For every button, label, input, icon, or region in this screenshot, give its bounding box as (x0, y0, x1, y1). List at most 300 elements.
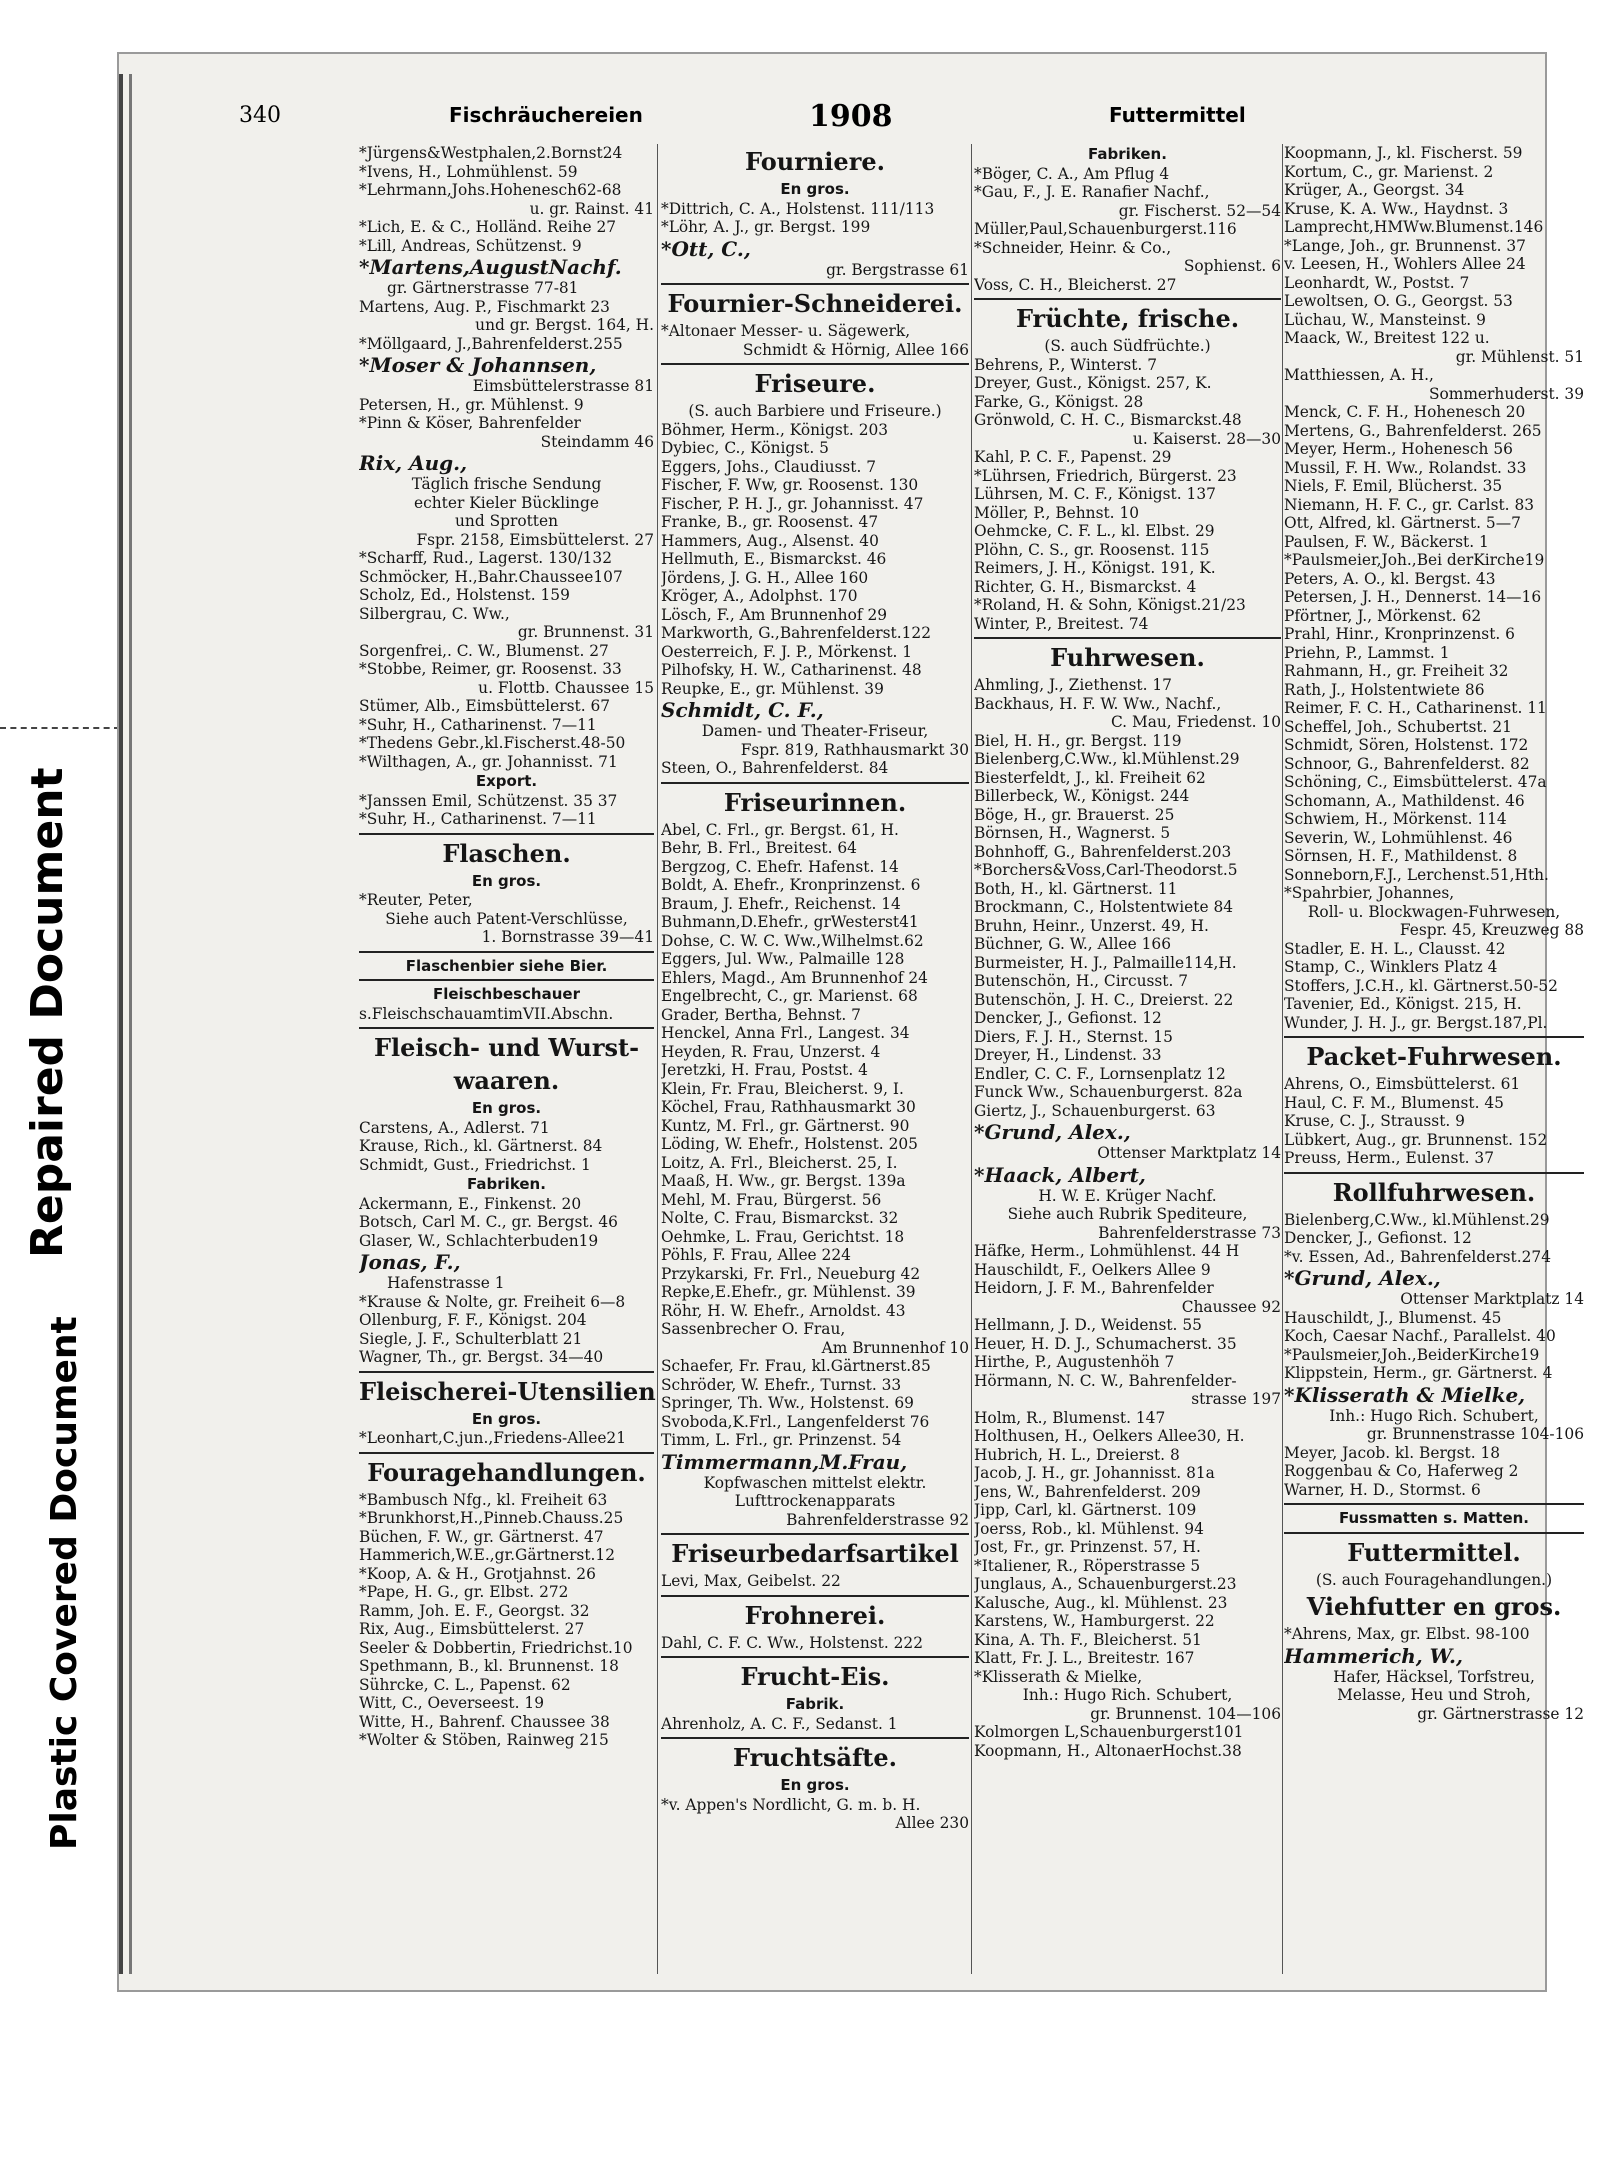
directory-entry: Reimer, F. C. H., Catharinenst. 11 (1284, 699, 1547, 717)
directory-entry: Timm, L. Frl., gr. Prinzenst. 54 (661, 1431, 902, 1449)
directory-entry: Wagner, Th., gr. Bergst. 34—40 (359, 1348, 604, 1366)
directory-entry: *Pinn & Köser, Bahrenfelder (359, 414, 581, 432)
directory-entry: Lührsen, M. C. F., Königst. 137 (974, 485, 1216, 503)
directory-entry: Paulsen, F. W., Bäckerst. 1 (1284, 532, 1489, 551)
directory-entry: Klippstein, Herm., gr. Gärtnerst. 4 (1284, 1364, 1553, 1382)
directory-entry: Rix, Aug., Eimsbüttelerst. 27 (359, 1620, 585, 1638)
subheading: En gros. (471, 871, 542, 890)
directory-entry: Börnsen, H., Wagnerst. 5 (974, 824, 1171, 842)
directory-entry: *Lich, E. & C., Holländ. Reihe 27 (359, 218, 617, 236)
subheading: Fabriken. (1088, 145, 1167, 163)
repair-boundary-line (0, 727, 120, 729)
entry-continuation: gr. Brunnenst. 104—106 (1090, 1704, 1281, 1723)
directory-entry: Dreyer, Gust., Königst. 257, K. (974, 374, 1212, 392)
subheading: Fabriken. (467, 1175, 546, 1193)
directory-entry: Lüchau, W., Mansteinst. 9 (1284, 310, 1486, 329)
directory-entry: Schwiem, H., Mörkenst. 114 (1284, 810, 1507, 828)
directory-entry: *Brunkhorst,H.,Pinneb.Chauss.25 (359, 1509, 624, 1527)
directory-entry: Bergzog, C. Ehefr. Hafenst. 14 (661, 857, 899, 876)
directory-entry: Koch, Caesar Nachf., Parallelst. 40 (1284, 1327, 1556, 1345)
directory-entry: Kuntz, M. Frl., gr. Gärtnerst. 90 (661, 1116, 910, 1135)
directory-entry: Junglaus, A., Schauenburgerst.23 (974, 1575, 1237, 1593)
directory-entry: Köchel, Frau, Rathhausmarkt 30 (661, 1098, 916, 1116)
directory-entry: *Lührsen, Friedrich, Bürgerst. 23 (974, 466, 1237, 485)
directory-entry: *Pape, H. G., gr. Elbst. 272 (359, 1583, 569, 1601)
directory-entry: *Böger, C. A., Am Pflug 4 (974, 164, 1170, 183)
directory-entry: Backhaus, H. F. W. Ww., Nachf., (974, 694, 1222, 713)
directory-entry: Heyden, R. Frau, Unzerst. 4 (661, 1042, 881, 1061)
directory-entry: *Suhr, H., Catharinenst. 7—11 (359, 715, 597, 734)
directory-entry: Ahmling, J., Ziethenst. 17 (974, 676, 1172, 694)
bold-entry: *Grund, Alex., (1284, 1266, 1441, 1290)
directory-entry: Mehl, M. Frau, Bürgerst. 56 (661, 1190, 882, 1209)
directory-entry: Behrens, P., Winterst. 7 (974, 355, 1157, 374)
directory-entry: Büchner, G. W., Allee 166 (974, 935, 1172, 953)
header-left-title: Fischräuchereien (449, 103, 643, 127)
directory-entry: *Ahrens, Max, gr. Elbst. 98-100 (1284, 1625, 1530, 1643)
section-heading: Friseurbedarfsartikel (671, 1539, 959, 1568)
section-heading: Früchte, frische. (1015, 304, 1240, 333)
directory-entry: Niels, F. Emil, Blücherst. 35 (1284, 477, 1503, 495)
directory-entry: *Schneider, Heinr. & Co., (974, 238, 1172, 257)
directory-entry: Spethmann, B., kl. Brunnenst. 18 (359, 1657, 619, 1675)
directory-entry: Löding, W. Ehefr., Holstenst. 205 (661, 1135, 918, 1153)
directory-entry: Stümer, Alb., Eimsbüttelerst. 67 (359, 697, 611, 715)
directory-entry: Rath, J., Holstentwiete 86 (1284, 680, 1485, 699)
section-rule (661, 1595, 969, 1597)
directory-entry: Maaß, H. Ww., gr. Bergst. 139a (661, 1172, 906, 1190)
column-divider (971, 144, 972, 1974)
bold-entry: *Moser & Johannsen, (359, 353, 597, 377)
entry-continuation: Bahrenfelderstrasse 73 (1098, 1223, 1281, 1242)
section-rule (661, 782, 969, 784)
directory-entry: Glaser, W., Schlachterbuden19 (359, 1231, 599, 1250)
directory-entry: Kruse, C. J., Strausst. 9 (1284, 1112, 1465, 1130)
directory-entry: *Leonhart,C.jun.,Friedens-Allee21 (359, 1429, 627, 1447)
directory-entry: Franke, B., gr. Roosenst. 47 (661, 513, 879, 531)
directory-entry: Kortum, C., gr. Marienst. 2 (1284, 162, 1494, 181)
entry-note: (S. auch Südfrüchte.) (1044, 337, 1211, 355)
directory-entry: Ehlers, Magd., Am Brunnenhof 24 (661, 968, 928, 987)
directory-entry: Müller,Paul,Schauenburgerst.116 (974, 220, 1237, 238)
directory-entry: Kolmorgen L,Schauenburgerst101 (974, 1723, 1244, 1741)
directory-entry: *Janssen Emil, Schützenst. 35 37 (359, 791, 618, 810)
subheading: Fussmatten s. Matten. (1339, 1509, 1529, 1527)
directory-entry: Menck, C. F. H., Hohenesch 20 (1284, 403, 1526, 421)
section-rule (359, 1027, 654, 1029)
bold-entry: *Ott, C., (661, 236, 751, 261)
directory-entry: Krause, Rich., kl. Gärtnerst. 84 (359, 1137, 603, 1155)
directory-entry: Scheffel, Joh., Schubertst. 21 (1284, 717, 1512, 736)
directory-entry: Henckel, Anna Frl., Langest. 34 (661, 1024, 910, 1042)
entry-note: Lufttrockenapparats (734, 1492, 896, 1510)
column-divider (657, 144, 658, 1974)
directory-entry: Lewoltsen, O. G., Georgst. 53 (1284, 292, 1513, 310)
section-heading: Rollfuhrwesen. (1332, 1177, 1536, 1207)
entry-note: Melasse, Heu und Stroh, (1337, 1686, 1531, 1704)
directory-entry: Matthiessen, A. H., (1284, 366, 1434, 384)
directory-entry: Hauschildt, F., Oelkers Allee 9 (974, 1260, 1211, 1279)
directory-entry: Biel, H. H., gr. Bergst. 119 (974, 731, 1182, 750)
section-heading: Fruchtsäfte. (733, 1743, 897, 1772)
entry-continuation: gr. Bergstrasse 61 (826, 260, 969, 279)
entry-note: Damen- und Theater-Friseur, (701, 722, 929, 740)
section-heading: Flaschen. (442, 838, 571, 868)
directory-entry: Endler, C. C. F., Lornsenplatz 12 (974, 1064, 1226, 1083)
directory-entry: Jördens, J. G. H., Allee 160 (661, 568, 869, 587)
section-heading: Fouragehandlungen. (367, 1457, 646, 1487)
directory-entry: Buhmann,D.Ehefr., grWesterst41 (661, 913, 919, 931)
bold-entry: Hammerich, W., (1284, 1643, 1463, 1668)
section-rule (661, 363, 969, 365)
directory-entry: *v. Essen, Ad., Bahrenfelderst.274 (1284, 1247, 1551, 1266)
entry-continuation: gr. Gärtnerstrasse 12 (1417, 1704, 1584, 1723)
directory-entry: Hirthe, P., Augustenhöh 7 (974, 1353, 1175, 1371)
entry-note: Siehe auch Rubrik Spediteure, (1007, 1205, 1248, 1223)
directory-entry: Hammerich,W.E.,gr.Gärtnerst.12 (359, 1546, 615, 1564)
directory-entry: Lübkert, Aug., gr. Brunnenst. 152 (1284, 1130, 1548, 1149)
directory-entry: *Löhr, A. J., gr. Bergst. 199 (661, 218, 871, 236)
section-rule (1284, 1036, 1584, 1038)
directory-entry: Eggers, Johs., Claudiusst. 7 (661, 457, 877, 476)
directory-entry: Böhmer, Herm., Königst. 203 (661, 420, 889, 439)
entry-continuation: u. gr. Rainst. 41 (529, 199, 654, 218)
directory-entry: *Bambusch Nfg., kl. Freiheit 63 (359, 1490, 608, 1509)
directory-entry: Maack, W., Breitest 122 u. (1284, 329, 1490, 347)
directory-entry: Oesterreich, F. J. P., Mörkenst. 1 (661, 642, 913, 661)
column-2 (661, 144, 969, 1833)
entry-continuation: Schmidt & Hörnig, Allee 166 (742, 340, 969, 359)
directory-entry: Lösch, F., Am Brunnenhof 29 (661, 605, 888, 624)
section-heading: Fleischerei-Utensilien (359, 1376, 656, 1406)
entry-note: (S. auch Barbiere und Friseure.) (688, 402, 942, 420)
directory-entry: Schaefer, Fr. Frau, kl.Gärtnerst.85 (661, 1357, 931, 1375)
entry-note: Täglich frische Sendung (411, 475, 602, 493)
directory-entry: Kröger, A., Adolphst. 170 (661, 587, 858, 605)
entry-continuation: Sophienst. 6 (1183, 257, 1281, 275)
directory-entry: *Klisserath & Mielke, (974, 1667, 1143, 1686)
directory-entry: *Stobbe, Reimer, gr. Roosenst. 33 (359, 660, 622, 678)
directory-entry: Lamprecht,HMWw.Blumenst.146 (1284, 218, 1544, 236)
directory-entry: Botsch, Carl M. C., gr. Bergst. 46 (359, 1213, 618, 1231)
section-rule (661, 1737, 969, 1739)
directory-entry: Braum, J. Ehefr., Reichenst. 14 (661, 894, 901, 913)
directory-entry: *Thedens Gebr.,kl.Fischerst.48-50 (359, 734, 626, 752)
directory-entry: Steen, O., Bahrenfelderst. 84 (661, 759, 889, 777)
directory-entry: *Wolter & Stöben, Rainweg 215 (359, 1731, 609, 1749)
entry-continuation: Ottenser Marktplatz 14 (1097, 1144, 1281, 1162)
bold-entry: *Haack, Albert, (974, 1162, 1146, 1187)
directory-entry: Mertens, G., Bahrenfelderst. 265 (1284, 421, 1542, 440)
section-heading: Fleisch- und Wurst- (373, 1033, 640, 1062)
directory-entry: Loitz, A. Frl., Bleicherst. 25, I. (661, 1153, 898, 1172)
directory-entry: Schöning, C., Eimsbüttelerst. 47a (1284, 773, 1547, 791)
directory-entry: Mussil, F. H. Ww., Rolandst. 33 (1284, 458, 1527, 477)
directory-entry: Preuss, Herm., Eulenst. 37 (1284, 1149, 1495, 1167)
entry-note: echter Kieler Bücklinge (414, 493, 599, 512)
directory-entry: Klein, Fr. Frau, Bleicherst. 9, I. (661, 1079, 904, 1098)
directory-entry: Nolte, C. Frau, Bismarckst. 32 (661, 1209, 899, 1227)
entry-note: Kopfwaschen mittelst elektr. (703, 1473, 927, 1492)
directory-entry: Boldt, A. Ehefr., Kronprinzenst. 6 (661, 876, 921, 894)
entry-continuation: gr. Brunnenstrasse 104-106 (1366, 1425, 1584, 1443)
directory-entry: Schomann, A., Mathildenst. 46 (1284, 791, 1525, 810)
directory-page (117, 52, 1584, 1992)
directory-entry: Bielenberg,C.Ww., kl.Mühlenst.29 (1284, 1210, 1550, 1229)
directory-entry: Behr, B. Frl., Breitest. 64 (661, 839, 857, 857)
directory-entry: Svoboda,K.Frl., Langenfelderst 76 (661, 1412, 930, 1431)
directory-entry: Scholz, Ed., Holstenst. 159 (359, 586, 570, 604)
directory-entry: Meyer, Jacob. kl. Bergst. 18 (1284, 1443, 1501, 1462)
directory-entry: *Paulsmeier,Joh.,Bei derKirche19 (1284, 551, 1545, 569)
directory-entry: *Ivens, H., Lohmühlenst. 59 (359, 162, 578, 181)
directory-entry: Petersen, H., gr. Mühlenst. 9 (359, 395, 584, 414)
directory-entry: Bruhn, Heinr., Unzerst. 49, H. (974, 916, 1209, 935)
directory-entry: Sörnsen, H. F., Mathildenst. 8 (1284, 847, 1518, 865)
directory-entry: *Dittrich, C. A., Holstenst. 111/113 (661, 199, 935, 218)
directory-entry: Heidorn, J. F. M., Bahrenfelder (974, 1279, 1214, 1297)
directory-entry: *Reuter, Peter, (359, 891, 473, 909)
directory-entry: Burmeister, H. J., Palmaille114,H. (974, 953, 1237, 972)
directory-entry: Hörmann, N. C. W., Bahrenfelder- (974, 1371, 1237, 1390)
directory-entry: Witte, H., Bahrenf. Chaussee 38 (359, 1712, 610, 1731)
directory-entry: Ott, Alfred, kl. Gärtnerst. 5—7 (1284, 514, 1521, 532)
directory-entry: Tavenier, Ed., Königst. 215, H. (1284, 995, 1522, 1013)
section-rule (974, 637, 1281, 639)
directory-entry: Priehn, P., Lammst. 1 (1284, 643, 1450, 662)
entry-continuation: Sommerhuderst. 39 (1428, 384, 1584, 403)
directory-entry: Springer, Th. Ww., Holstenst. 69 (661, 1394, 914, 1412)
directory-entry: Roggenbau & Co, Haferweg 2 (1284, 1462, 1519, 1480)
directory-entry: Kruse, K. A. Ww., Haydnst. 3 (1284, 199, 1509, 218)
directory-entry: Grönwold, C. H. C., Bismarckst.48 (974, 411, 1242, 429)
section-rule (661, 1533, 969, 1535)
directory-entry: Grader, Bertha, Behnst. 7 (661, 1005, 861, 1024)
directory-entry: *Koop, A. & H., Grotjahnst. 26 (359, 1564, 596, 1583)
entry-continuation: u. Kaiserst. 28—30 (1132, 429, 1281, 448)
directory-entry: Winter, P., Breitest. 74 (974, 614, 1149, 633)
directory-entry: Reupke, E., gr. Mühlenst. 39 (661, 679, 884, 698)
entry-continuation: u. Flottb. Chaussee 15 (478, 678, 654, 697)
entry-continuation: gr. Gärtnerstrasse 77-81 (387, 279, 579, 297)
directory-entry: Ollenburg, F. F., Königst. 204 (359, 1311, 587, 1329)
directory-entry: Sührcke, C. L., Papenst. 62 (359, 1675, 571, 1694)
directory-entry: *Italiener, R., Röperstrasse 5 (974, 1556, 1201, 1575)
directory-entry: Plöhn, C. S., gr. Roosenst. 115 (974, 540, 1210, 559)
directory-entry: Jipp, Carl, kl. Gärtnerst. 109 (974, 1501, 1197, 1519)
section-heading: waaren. (453, 1066, 560, 1095)
directory-entry: *Altonaer Messer- u. Sägewerk, (661, 322, 911, 340)
subheading: En gros. (471, 1099, 542, 1117)
bold-entry: Rix, Aug., (359, 451, 468, 475)
entry-note: H. W. E. Krüger Nachf. (1038, 1186, 1217, 1205)
entry-continuation: Fespr. 45, Kreuzweg 88 (1399, 921, 1584, 939)
directory-entry: Koopmann, J., kl. Fischerst. 59 (1284, 144, 1523, 162)
directory-entry: Schmöcker, H.,Bahr.Chaussee107 (359, 567, 623, 586)
directory-entry: Voss, C. H., Bleicherst. 27 (974, 275, 1177, 294)
column-1 (359, 144, 654, 1750)
section-rule (661, 1656, 969, 1658)
directory-entry: Holthusen, H., Oelkers Allee30, H. (974, 1427, 1245, 1445)
directory-entry: Schnoor, G., Bahrenfelderst. 82 (1284, 754, 1530, 773)
directory-entry: Dencker, J., Gefionst. 12 (1284, 1229, 1472, 1247)
directory-entry: s.FleischschauamtimVII.Abschn. (359, 1004, 614, 1023)
section-heading: Friseure. (754, 369, 876, 398)
section-rule (1284, 1532, 1584, 1534)
directory-entry: Hellmann, J. D., Weidenst. 55 (974, 1316, 1202, 1334)
subheading: Flaschenbier siehe Bier. (405, 956, 608, 975)
section-rule (1284, 1503, 1584, 1505)
entry-continuation: gr. Mühlenst. 51 (1455, 347, 1584, 366)
section-heading: Packet-Fuhrwesen. (1306, 1042, 1562, 1071)
directory-entry: Silbergrau, C. Ww., (359, 604, 510, 623)
entry-note: Inh.: Hugo Rich. Schubert, (1022, 1686, 1233, 1704)
directory-entry: Stoffers, J.C.H., kl. Gärtnerst.50-52 (1284, 976, 1558, 995)
directory-entry: Dreyer, H., Lindenst. 33 (974, 1046, 1162, 1064)
directory-entry: Reimers, J. H., Königst. 191, K. (974, 559, 1216, 577)
directory-entry: Schmidt, Gust., Friedrichst. 1 (359, 1155, 591, 1174)
directory-entry: Dahl, C. F. C. Ww., Holstenst. 222 (661, 1633, 924, 1652)
directory-entry: Meyer, Herm., Hohenesch 56 (1284, 440, 1513, 458)
directory-entry: *Lehrmann,Johs.Hohenesch62-68 (359, 181, 622, 199)
directory-entry: *v. Appen's Nordlicht, G. m. b. H. (661, 1795, 921, 1814)
directory-entry: Siegle, J. F., Schulterblatt 21 (359, 1329, 583, 1348)
directory-entry: Ahrens, O., Eimsbüttelerst. 61 (1284, 1075, 1521, 1093)
directory-entry: *Spahrbier, Johannes, (1284, 884, 1455, 902)
directory-entry: Haul, C. F. M., Blumenst. 45 (1284, 1093, 1504, 1112)
directory-entry: Abel, C. Frl., gr. Bergst. 61, H. (661, 820, 899, 839)
directory-entry: Hubrich, H. L., Dreierst. 8 (974, 1445, 1180, 1464)
directory-entry: Dybiec, C., Königst. 5 (661, 439, 829, 457)
column-3 (974, 144, 1281, 1760)
entry-continuation: Am Brunnenhof 10 (821, 1338, 969, 1357)
bold-entry: Jonas, F., (359, 1250, 461, 1274)
entry-continuation: gr. Fischerst. 52—54 (1118, 201, 1281, 220)
directory-entry: Heuer, H. D. J., Schumacherst. 35 (974, 1334, 1237, 1353)
section-heading: Frucht-Eis. (740, 1662, 890, 1691)
directory-entry: Markworth, G.,Bahrenfelderst.122 (661, 624, 931, 642)
directory-entry: Jens, W., Bahrenfelderst. 209 (974, 1482, 1201, 1501)
directory-entry: Ackermann, E., Finkenst. 20 (359, 1194, 582, 1213)
section-heading: Fournier-Schneiderei. (667, 289, 963, 318)
header-year: 1908 (809, 99, 893, 134)
directory-entry: Kahl, P. C. F., Papenst. 29 (974, 448, 1172, 466)
directory-entry: Butenschön, H., Circusst. 7 (974, 972, 1189, 990)
directory-entry: Leonhardt, W., Postst. 7 (1284, 273, 1470, 292)
directory-entry: Ahrenholz, A. C. F., Sedanst. 1 (661, 1714, 898, 1733)
entry-note: Inh.: Hugo Rich. Schubert, (1329, 1406, 1539, 1425)
directory-entry: Stadler, E. H. L., Clausst. 42 (1284, 939, 1506, 958)
directory-entry: *Gau, F., J. E. Ranafier Nachf., (974, 183, 1210, 201)
section-heading: Viehfutter en gros. (1306, 1592, 1562, 1621)
directory-entry: Jeretzki, H. Frau, Postst. 4 (661, 1061, 868, 1079)
directory-entry: Kalusche, Aug., kl. Mühlenst. 23 (974, 1593, 1228, 1612)
section-heading: Friseurinnen. (723, 787, 907, 817)
page-header (119, 99, 1545, 139)
entry-continuation: Fspr. 2158, Eimsbüttelerst. 27 (416, 530, 654, 549)
directory-entry: Martens, Aug. P., Fischmarkt 23 (359, 297, 610, 316)
directory-entry: Hauschildt, J., Blumenst. 45 (1284, 1308, 1502, 1327)
directory-entry: Niemann, H. F. C., gr. Carlst. 83 (1284, 495, 1535, 514)
directory-entry: Prahl, Hinr., Kronprinzenst. 6 (1284, 625, 1515, 643)
page-edge-line-inner (129, 74, 132, 1974)
directory-entry: Warner, H. D., Stormst. 6 (1284, 1480, 1481, 1499)
entry-continuation: strasse 197 (1191, 1390, 1281, 1408)
directory-entry: Stamp, C., Winklers Platz 4 (1284, 958, 1498, 976)
directory-entry: Pförtner, J., Mörkenst. 62 (1284, 606, 1482, 625)
entry-continuation: C. Mau, Friedenst. 10 (1110, 713, 1281, 731)
entry-note: und Sprotten (455, 512, 558, 530)
directory-entry: Möller, P., Behnst. 10 (974, 503, 1140, 522)
directory-entry: Sassenbrecher O. Frau, (661, 1320, 846, 1338)
directory-entry: Sonneborn,F.J., Lerchenst.51,Hth. (1284, 865, 1549, 884)
directory-entry: Both, H., kl. Gärtnerst. 11 (974, 879, 1178, 898)
directory-entry: Billerbeck, W., Königst. 244 (974, 787, 1190, 805)
directory-entry: Hellmuth, E., Bismarckst. 46 (661, 550, 887, 568)
entry-continuation: Fspr. 819, Rathhausmarkt 30 (740, 740, 969, 759)
subheading: En gros. (471, 1409, 542, 1428)
directory-entry: Röhr, H. W. Ehefr., Arnoldst. 43 (661, 1301, 906, 1320)
directory-entry: Schmidt, Sören, Holstenst. 172 (1284, 736, 1529, 754)
directory-entry: Giertz, J., Schauenburgerst. 63 (974, 1101, 1216, 1120)
section-rule (661, 283, 969, 285)
page-edge-line (119, 74, 123, 1974)
directory-entry: Fischer, F. Ww, gr. Roosenst. 130 (661, 476, 919, 494)
directory-entry: *Jürgens&Westphalen,2.Bornst24 (359, 144, 623, 162)
bold-entry: *Grund, Alex., (974, 1120, 1131, 1144)
directory-entry: Farke, G., Königst. 28 (974, 392, 1144, 411)
section-heading: Futtermittel. (1347, 1537, 1521, 1567)
entry-continuation: Ottenser Marktplatz 14 (1400, 1290, 1584, 1308)
directory-entry: Jost, Fr., gr. Prinzenst. 57, H. (974, 1538, 1201, 1556)
directory-entry: v. Leesen, H., Wohlers Allee 24 (1284, 255, 1526, 273)
directory-entry: Peters, A. O., kl. Bergst. 43 (1284, 569, 1496, 588)
directory-entry: *Borchers&Voss,Carl-Theodorst.5 (974, 861, 1238, 879)
section-rule (974, 298, 1281, 300)
directory-entry: Jacob, J. H., gr. Johannisst. 81a (974, 1464, 1215, 1482)
header-right-title: Futtermittel (1109, 103, 1246, 127)
directory-entry: Petersen, J. H., Dennerst. 14—16 (1284, 588, 1542, 606)
directory-entry: *Lange, Joh., gr. Brunnenst. 37 (1284, 236, 1526, 255)
entry-continuation: Steindamm 46 (540, 432, 654, 451)
directory-entry: *Suhr, H., Catharinenst. 7—11 (359, 810, 597, 828)
entry-continuation: Chaussee 92 (1181, 1297, 1281, 1316)
directory-entry: Carstens, A., Adlerst. 71 (359, 1118, 550, 1137)
bold-entry: *Klisserath & Mielke, (1284, 1382, 1526, 1407)
directory-entry: Holm, R., Blumenst. 147 (974, 1408, 1166, 1427)
entry-note: Siehe auch Patent-Verschlüsse, (385, 909, 628, 928)
directory-entry: Bielenberg,C.Ww., kl.Mühlenst.29 (974, 750, 1240, 768)
directory-entry: Koopmann, H., AltonaerHochst.38 (974, 1741, 1242, 1760)
directory-entry: Eggers, Jul. Ww., Palmaille 128 (661, 950, 905, 968)
section-rule (359, 979, 654, 981)
directory-entry: Brockmann, C., Holstentwiete 84 (974, 898, 1234, 916)
entry-note: (S. auch Fouragehandlungen.) (1315, 1570, 1553, 1589)
entry-continuation: 1. Bornstrasse 39—41 (481, 928, 654, 946)
directory-entry: Krüger, A., Georgst. 34 (1284, 181, 1465, 199)
entry-continuation: und gr. Bergst. 164, H. (475, 316, 654, 334)
directory-entry: Funck Ww., Schauenburgerst. 82a (974, 1083, 1243, 1101)
directory-entry: Biesterfeldt, J., kl. Freiheit 62 (974, 768, 1206, 787)
directory-entry: Fischer, P. H. J., gr. Johannisst. 47 (661, 494, 924, 513)
directory-entry: Häfke, Herm., Lohmühlenst. 44 H (974, 1242, 1240, 1260)
section-rule (359, 951, 654, 953)
section-rule (359, 1371, 654, 1373)
directory-entry: Ramm, Joh. E. F., Georgst. 32 (359, 1601, 590, 1620)
subheading: En gros. (780, 180, 850, 198)
directory-entry: *Krause & Nolte, gr. Freiheit 6—8 (359, 1292, 626, 1311)
directory-entry: *Paulsmeier,Joh.,BeiderKirche19 (1284, 1345, 1540, 1364)
